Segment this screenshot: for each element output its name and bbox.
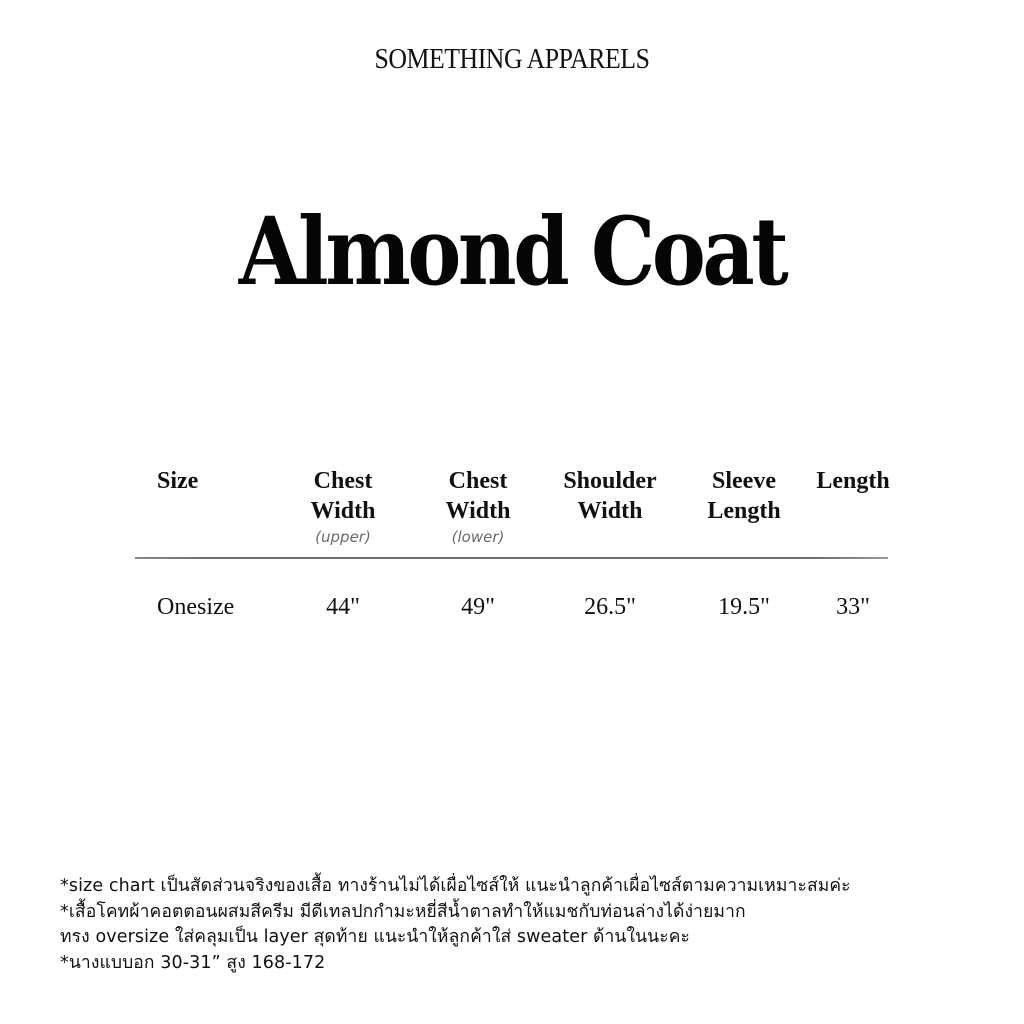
header-sleeve-length — [684, 466, 804, 526]
cell-length: 33" — [836, 594, 870, 620]
header-line1: Length — [816, 468, 890, 494]
cell-chest-lower: 49" — [461, 594, 495, 620]
header-chest-width-upper — [283, 466, 403, 547]
header-line1: Chest — [448, 468, 508, 494]
table-divider — [135, 557, 888, 559]
note-line: *เสื้อโคทผ้าคอตตอนผสมสีครีม มีดีเทลปกกำมะหยี่สีน้ำตาลทำให้แมชกับท่อนล่างได้ง่ายมาก — [60, 901, 746, 922]
header-line2: Width — [577, 498, 643, 524]
header-line1: Shoulder — [563, 468, 657, 494]
header-line2: Width — [310, 498, 376, 524]
header-size-label: Size — [157, 468, 199, 494]
header-line2: Width — [445, 498, 511, 524]
header-shoulder-width — [545, 466, 675, 526]
cell-size: Onesize — [157, 594, 235, 620]
brand-name: SOMETHING APPARELS — [374, 44, 650, 75]
header-line1: Chest — [313, 468, 373, 494]
note-line: *size chart เป็นสัดส่วนจริงของเสื้อ ทางร้านไม่ได้เผื่อไซส์ให้ แนะนำลูกค้าเผื่อไซส์ตามความเหมาะสมค่ะ — [60, 876, 851, 896]
cell-chest-upper: 44" — [326, 594, 360, 620]
cell-shoulder: 26.5" — [584, 594, 636, 620]
size-chart-table — [0, 466, 1024, 636]
header-size — [157, 466, 257, 496]
header-line2: Length — [707, 498, 781, 524]
note-line: *นางแบบอก 30-31” สูง 168-172 — [60, 952, 326, 973]
header-sub-lower: (lower) — [451, 528, 505, 546]
product-title: Almond Coat — [238, 197, 786, 307]
header-sub-upper: (upper) — [315, 528, 371, 546]
cell-sleeve: 19.5" — [718, 594, 770, 620]
header-length — [803, 466, 903, 496]
note-line: ทรง oversize ใส่คลุมเป็น layer สุดท้าย แนะนำให้ลูกค้าใส่ sweater ด้านในนะคะ — [60, 927, 691, 947]
header-chest-width-lower — [418, 466, 538, 547]
header-line1: Sleeve — [712, 468, 776, 494]
size-notes — [60, 874, 1000, 976]
